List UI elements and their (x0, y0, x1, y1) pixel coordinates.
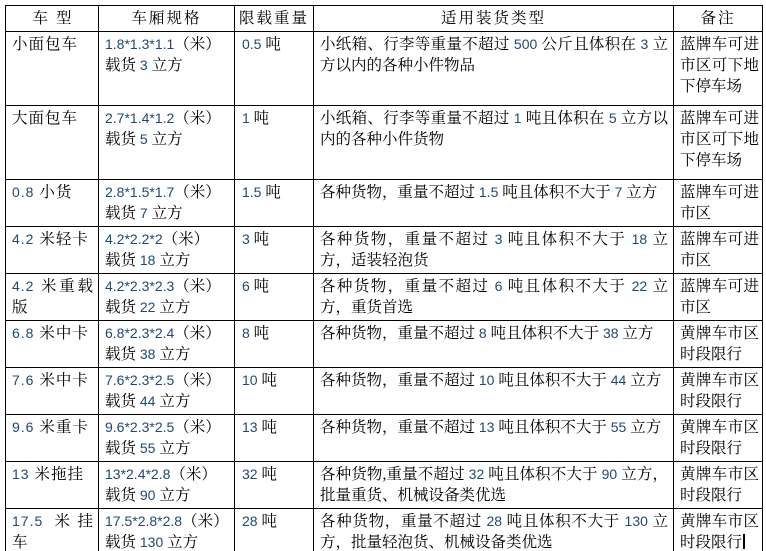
number-text: 6.8 (12, 325, 35, 341)
cell-text: 各种货物，重量不超过 10 吨且体积不大于 44 立方 (320, 372, 662, 389)
header-remark: 备注 (674, 6, 763, 32)
remark-cell (674, 415, 763, 462)
cell-text: 蓝牌车可进市区 (680, 231, 759, 269)
text-cursor (743, 534, 745, 549)
cell-text: 载货 7 立方 (105, 205, 183, 222)
cell-text: 黄牌车市区时段限行 (680, 372, 759, 410)
number-text: 1 (513, 110, 522, 126)
cell-text: 2.7*1.4*1.2（米） (105, 110, 221, 127)
compartment-spec-cell (99, 368, 235, 415)
vehicle-type-cell (6, 274, 99, 321)
header-vehicle-type: 车型 (6, 6, 99, 32)
vehicle-type-cell (6, 180, 99, 227)
vehicle-type-cell (6, 509, 99, 551)
table-row (6, 415, 763, 462)
cell-text: 4.2 米轻卡 (12, 231, 89, 248)
cell-text: 黄牌车市区时段限行 (680, 513, 759, 551)
cell-text: 小面包车 (12, 36, 79, 53)
cargo-type-cell (314, 106, 674, 180)
number-text: 18 (631, 231, 648, 247)
number-text: 13*2.4*2.8 (105, 466, 171, 482)
table-row (6, 106, 763, 180)
header-compartment-spec: 车厢规格 (99, 6, 235, 32)
table-row (6, 509, 763, 551)
header-cargo-type: 适用装货类型 (314, 6, 674, 32)
load-limit-cell (235, 227, 314, 274)
cell-text: 32 吨 (242, 466, 277, 483)
cell-text: 0.5 吨 (242, 36, 281, 53)
cell-text: 1 吨 (242, 110, 270, 127)
vehicle-type-cell (6, 106, 99, 180)
cell-text: 2.8*1.5*1.7（米） (105, 184, 221, 201)
vehicle-spec-table (5, 5, 763, 551)
cell-text: 载货 130 立方 (105, 534, 199, 551)
number-text: 3 (139, 57, 148, 73)
number-text: 10 (242, 372, 258, 388)
cell-text: 0.8 小货 (12, 184, 73, 201)
cargo-type-cell (314, 274, 674, 321)
cell-text: 17.5*2.8*2.8（米） (105, 513, 229, 530)
number-text: 5 (139, 131, 148, 147)
compartment-spec-cell (99, 227, 235, 274)
load-limit-cell (235, 274, 314, 321)
cell-text: 蓝牌车可进市区可下地下停车场 (680, 110, 759, 169)
number-text: 13 (12, 466, 30, 482)
number-text: 38 (139, 346, 156, 362)
number-text: 5 (608, 110, 617, 126)
cell-text: 小纸箱、行李等重量不超过 500 公斤且体积在 3 立方以内的各种小件物品 (320, 36, 668, 74)
cargo-type-cell (314, 368, 674, 415)
number-text: 2.7*1.4*1.2 (105, 110, 175, 126)
number-text: 130 (139, 534, 164, 550)
number-text: 8 (478, 325, 487, 341)
cell-text: 13*2.4*2.8（米） (105, 466, 217, 483)
cell-text: 载货 90 立方 (105, 487, 191, 504)
load-limit-cell (235, 462, 314, 509)
table-row (6, 321, 763, 368)
number-text: 3 (242, 231, 250, 247)
compartment-spec-cell (99, 274, 235, 321)
cell-text: 载货 5 立方 (105, 131, 183, 148)
number-text: 13 (478, 419, 495, 435)
load-limit-cell (235, 368, 314, 415)
number-text: 13 (242, 419, 258, 435)
remark-cell (674, 321, 763, 368)
cell-text: 9.6 米重卡 (12, 419, 89, 436)
cell-text: 载货 44 立方 (105, 393, 191, 410)
vehicle-type-cell (6, 321, 99, 368)
number-text: 8 (242, 325, 250, 341)
compartment-spec-cell (99, 32, 235, 106)
cell-text: 载货 3 立方 (105, 57, 183, 74)
cell-text: 13 米拖挂 (12, 466, 84, 483)
load-limit-cell (235, 321, 314, 368)
cell-text: 28 吨 (242, 513, 277, 530)
number-text: 7.6 (12, 372, 35, 388)
number-text: 17.5*2.8*2.8 (105, 513, 183, 529)
cargo-type-cell (314, 462, 674, 509)
number-text: 28 (242, 513, 258, 529)
number-text: 0.8 (12, 184, 35, 200)
number-text: 130 (624, 513, 648, 529)
cell-text: 各种货物，重量不超过 1.5 吨且体积不大于 7 立方 (320, 184, 658, 201)
vehicle-type-cell (6, 462, 99, 509)
remark-cell (674, 274, 763, 321)
cargo-type-cell (314, 32, 674, 106)
table-row (6, 32, 763, 106)
remark-cell (674, 368, 763, 415)
remark-cell (674, 180, 763, 227)
cell-text: 1.8*1.3*1.1（米） (105, 36, 221, 53)
number-text: 6.8*2.3*2.4 (105, 325, 175, 341)
cell-text: 载货 22 立方 (105, 299, 191, 316)
cargo-type-cell (314, 509, 674, 551)
number-text: 10 (478, 372, 495, 388)
number-text: 0.5 (242, 36, 262, 52)
number-text: 90 (601, 466, 618, 482)
load-limit-cell (235, 106, 314, 180)
cell-text: 9.6*2.3*2.5（米） (105, 419, 221, 436)
load-limit-cell (235, 180, 314, 227)
cargo-type-cell (314, 180, 674, 227)
table-row (6, 462, 763, 509)
load-limit-cell (235, 415, 314, 462)
cell-text: 6.8*2.3*2.4（米） (105, 325, 221, 342)
number-text: 4.2*2.2*2 (105, 231, 163, 247)
cell-text: 3 吨 (242, 231, 270, 248)
cell-text: 各种货物，重量不超过 8 吨且体积不大于 38 立方 (320, 325, 654, 342)
cell-text: 6 吨 (242, 278, 270, 295)
cell-text: 蓝牌车可进市区 (680, 278, 759, 316)
compartment-spec-cell (99, 462, 235, 509)
cell-text: 7.6 米中卡 (12, 372, 89, 389)
number-text: 6 (494, 278, 503, 294)
number-text: 28 (486, 513, 503, 529)
cargo-type-cell (314, 321, 674, 368)
number-text: 55 (139, 440, 156, 456)
number-text: 7 (139, 205, 148, 221)
number-text: 17.5 (12, 513, 44, 529)
load-limit-cell (235, 32, 314, 106)
cell-text: 载货 55 立方 (105, 440, 191, 457)
compartment-spec-cell (99, 415, 235, 462)
table-row (6, 368, 763, 415)
number-text: 55 (610, 419, 627, 435)
number-text: 44 (610, 372, 627, 388)
table-body (6, 32, 763, 551)
table-header-row (6, 6, 763, 32)
number-text: 22 (139, 299, 156, 315)
remark-cell (674, 509, 763, 551)
vehicle-type-cell (6, 32, 99, 106)
cell-text: 17.5 米挂车 (12, 513, 94, 551)
number-text: 3 (494, 231, 503, 247)
cell-text: 各种货物，重量不超过 28 吨且体积不大于 130 立方，批量轻泡货、机械设备类优选 (320, 513, 668, 551)
number-text: 3 (640, 36, 649, 52)
number-text: 9.6*2.3*2.5 (105, 419, 175, 435)
cell-text: 各种货物，重量不超过 13 吨且体积不大于 55 立方 (320, 419, 662, 436)
vehicle-type-cell (6, 368, 99, 415)
cell-text: 各种货物，重量不超过 3 吨且体积不大于 18 立方，适装轻泡货 (320, 231, 668, 269)
header-load-limit: 限载重量 (235, 6, 314, 32)
number-text: 32 (242, 466, 258, 482)
cell-text: 4.2*2.3*2.3（米） (105, 278, 221, 295)
compartment-spec-cell (99, 509, 235, 551)
load-limit-cell (235, 509, 314, 551)
cell-text: 蓝牌车可进市区 (680, 184, 759, 222)
cell-text: 载货 18 立方 (105, 252, 191, 269)
number-text: 18 (139, 252, 156, 268)
remark-cell (674, 32, 763, 106)
cell-text: 1.5 吨 (242, 184, 281, 201)
remark-cell (674, 462, 763, 509)
number-text: 7 (614, 184, 623, 200)
compartment-spec-cell (99, 106, 235, 180)
number-text: 9.6 (12, 419, 35, 435)
cell-text: 4.2*2.2*2（米） (105, 231, 210, 248)
number-text: 4.2*2.3*2.3 (105, 278, 175, 294)
number-text: 1.8*1.3*1.1 (105, 36, 175, 52)
cell-text: 载货 38 立方 (105, 346, 191, 363)
cell-text: 10 吨 (242, 372, 277, 389)
cell-text: 各种货物，重量不超过 6 吨且体积不大于 22 立方，重货首选 (320, 278, 668, 316)
compartment-spec-cell (99, 321, 235, 368)
number-text: 44 (139, 393, 156, 409)
number-text: 32 (468, 466, 485, 482)
cell-text: 黄牌车市区时段限行 (680, 325, 759, 363)
cargo-type-cell (314, 227, 674, 274)
number-text: 2.8*1.5*1.7 (105, 184, 175, 200)
vehicle-type-cell (6, 227, 99, 274)
cell-text: 蓝牌车可进市区可下地下停车场 (680, 36, 759, 95)
cell-text: 各种货物,重量不超过 32 吨且体积不大于 90 立方，批量重货、机械设备类优选 (320, 466, 668, 504)
cell-text: 小纸箱、行李等重量不超过 1 吨且体积在 5 立方以内的各种小件货物 (320, 110, 668, 148)
number-text: 1 (242, 110, 250, 126)
number-text: 22 (631, 278, 648, 294)
cell-text: 大面包车 (12, 110, 79, 127)
remark-cell (674, 106, 763, 180)
remark-cell (674, 227, 763, 274)
number-text: 4.2 (12, 231, 35, 247)
cell-text: 黄牌车市区时段限行 (680, 466, 759, 504)
number-text: 90 (139, 487, 156, 503)
cell-text: 黄牌车市区时段限行 (680, 419, 759, 457)
compartment-spec-cell (99, 180, 235, 227)
number-text: 6 (242, 278, 250, 294)
vehicle-type-cell (6, 415, 99, 462)
cell-text: 8 吨 (242, 325, 270, 342)
number-text: 38 (602, 325, 619, 341)
table-row (6, 180, 763, 227)
number-text: 500 (513, 36, 538, 52)
number-text: 1.5 (242, 184, 262, 200)
cell-text: 13 吨 (242, 419, 277, 436)
table-row (6, 274, 763, 321)
cargo-type-cell (314, 415, 674, 462)
cell-text: 4.2 米重载版 (12, 278, 94, 316)
cell-text: 7.6*2.3*2.5（米） (105, 372, 221, 389)
number-text: 4.2 (12, 278, 35, 294)
cell-text: 6.8 米中卡 (12, 325, 89, 342)
table-row (6, 227, 763, 274)
number-text: 7.6*2.3*2.5 (105, 372, 175, 388)
number-text: 1.5 (478, 184, 499, 200)
